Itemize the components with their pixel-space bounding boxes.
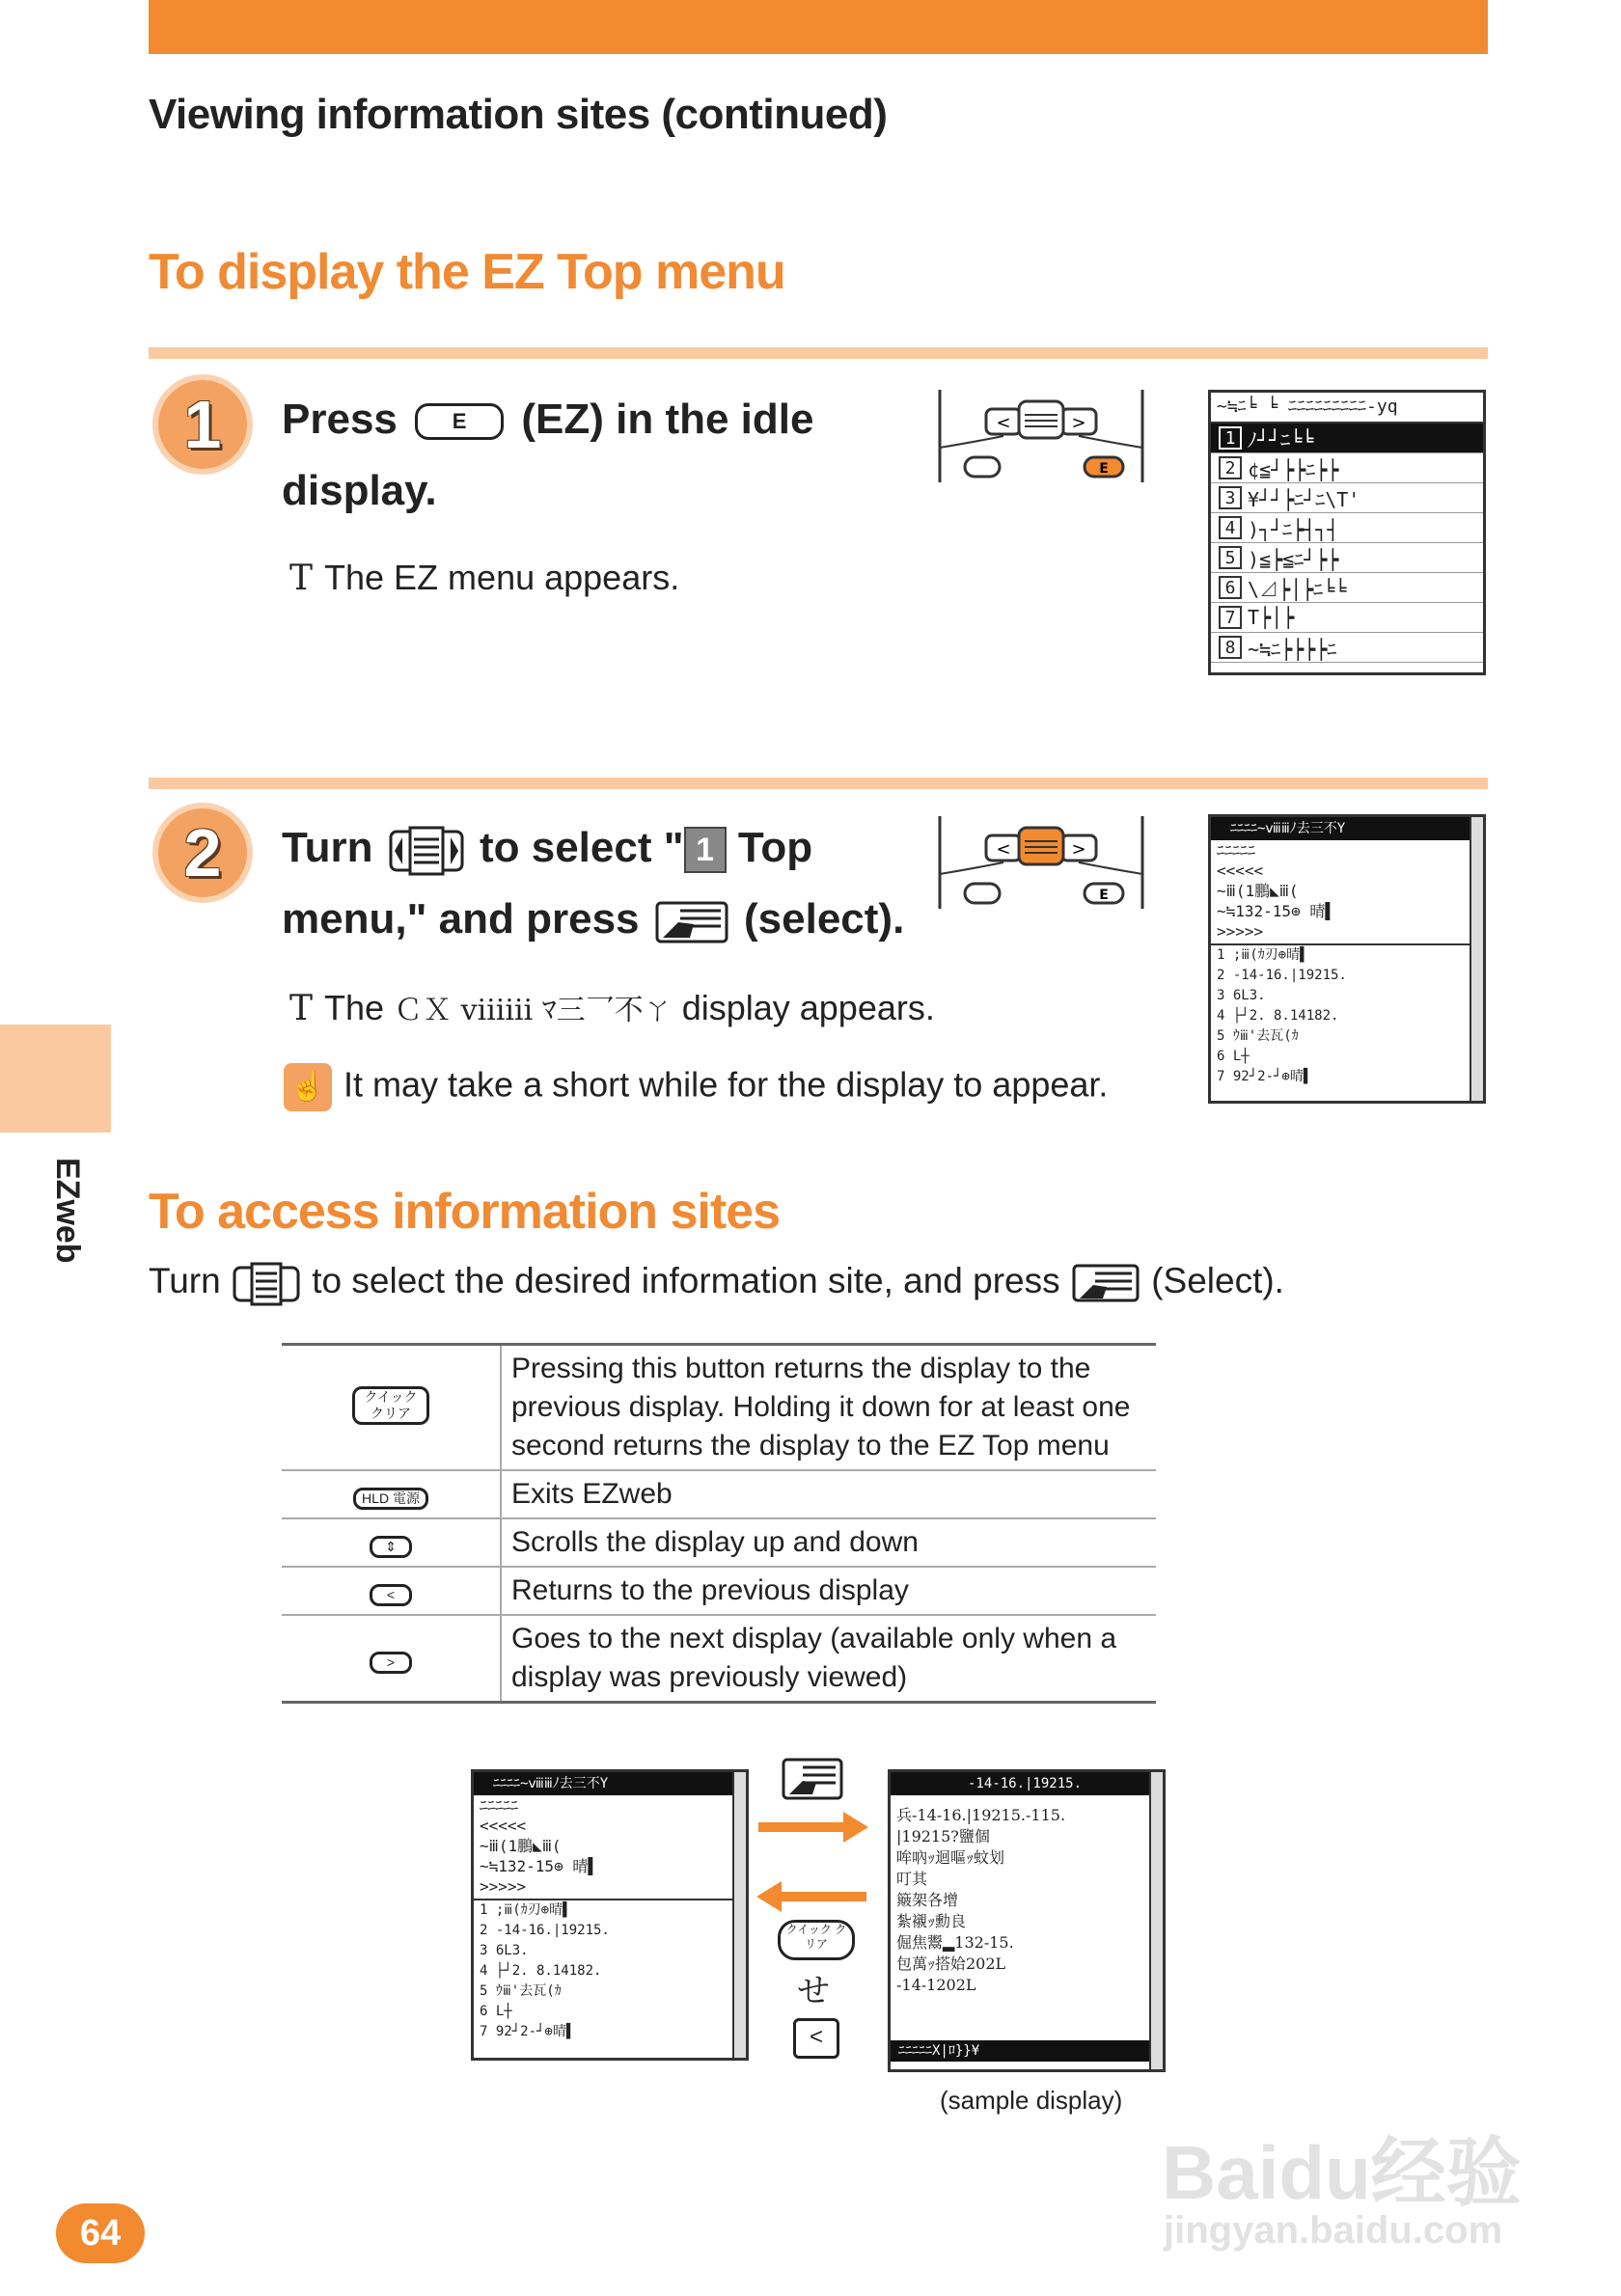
sample-link[interactable]: -14-1202L: [896, 1976, 976, 1994]
sample-link[interactable]: 包萬ｯ搭姶202L: [896, 1954, 1006, 1973]
key-description: Scrolls the display up and down: [501, 1518, 1156, 1567]
menu-item-number: 3: [1219, 486, 1242, 509]
step-2-badge: 2: [152, 803, 253, 903]
sample-site-footer: ﾆﾆﾆﾆﾆX|ﾛ}}¥: [891, 2040, 1149, 2062]
favorite-row[interactable]: >>>>>: [1217, 922, 1264, 941]
menu-item-label: \⊿┝│┝ﾆ╘╘: [1248, 577, 1347, 601]
select-key-icon: [1070, 1260, 1141, 1306]
menu-item-label: ¥┘┘┝ﾆ┘ﾆ\T': [1248, 487, 1360, 511]
page-number: 64: [56, 2203, 145, 2263]
top-menu-item[interactable]: 4 ├┘2. 8.14182.: [480, 1963, 602, 1979]
side-tab: [0, 1025, 111, 1133]
clear-key-icon: クイック クリア: [352, 1386, 429, 1425]
sample-site-content: [891, 1795, 1163, 1996]
access-instruction: Turn to select the desired information site, and press (Select).: [149, 1260, 1284, 1306]
section-divider: [149, 778, 1488, 789]
menu-item-label: )≦┝≦ﾆ┘┝┝: [1248, 547, 1339, 571]
top-menu-item[interactable]: 4 ├┘2. 8.14182.: [1217, 1008, 1339, 1024]
top-menu-item[interactable]: 5 ｳⅲ'去瓦(ｶ: [1217, 1028, 1299, 1044]
keypad-illustration-scroll: [936, 816, 1146, 913]
scroll-wheel-icon: ⇕: [370, 1536, 412, 1558]
menu-item-number: 5: [1219, 546, 1242, 569]
menu-item-number: 2: [1219, 456, 1242, 479]
key-table-row: [282, 1615, 1156, 1703]
step-2-result: T The ＣＸ ⅷⅲ ﾏ三乛不ㄚ display appears.: [289, 988, 935, 1028]
top-menu-item[interactable]: 2 -14-16.|19215.: [480, 1923, 610, 1938]
favorite-row[interactable]: ﾆﾆﾆﾆﾆ: [1217, 841, 1256, 860]
sample-site-header: -14-16.|19215.: [891, 1772, 1163, 1795]
svg-text:<: <: [996, 413, 1011, 433]
ez-menu-item[interactable]: [1211, 603, 1483, 633]
top-menu-list: [1211, 945, 1483, 1087]
diagram-top-menu-screen: [471, 1769, 749, 2061]
menu-item-label: ~≒ﾆ┝┝┝┝ﾆ: [1248, 637, 1337, 661]
watermark-url: jingyan.baidu.com: [1164, 2209, 1503, 2252]
top-menu-item[interactable]: 6 L┼: [1217, 1049, 1250, 1064]
svg-text:<: <: [996, 839, 1011, 860]
note-hand-icon: ☝: [284, 1063, 332, 1111]
top-menu-item[interactable]: 7 92┘2-┘⊕晴▌: [1217, 1069, 1312, 1084]
favorite-row[interactable]: ~ⅲ(1鵬◣ⅲ(: [480, 1837, 562, 1855]
top-menu-favorites: [1211, 840, 1483, 942]
scrollbar[interactable]: [732, 1772, 746, 2058]
select-key-icon: [651, 895, 732, 947]
favorite-row[interactable]: ﾆﾆﾆﾆﾆ: [480, 1796, 519, 1815]
svg-text:E: E: [1099, 461, 1109, 477]
page-heading: Viewing information sites (continued): [149, 91, 888, 138]
menu-item-label: ﾉ┘┘ﾆ╘╘: [1248, 427, 1314, 451]
top-menu-item[interactable]: 3 6L3.: [1217, 988, 1266, 1003]
diagram-top-menu-header: ﾆﾆﾆﾆ~ⅷⅲﾉ去三不Y: [474, 1772, 746, 1795]
menu-item-label: )┐┘ﾆ┝┤┐┤: [1248, 517, 1339, 541]
ez-menu-item[interactable]: [1211, 424, 1483, 453]
top-menu-item[interactable]: 1 ;ⅲ(ｶ刃⊕晴▌: [1217, 947, 1308, 963]
favorite-row[interactable]: <<<<<: [480, 1817, 527, 1835]
top-menu-item[interactable]: 5 ｳⅲ'去瓦(ｶ: [480, 1983, 562, 1999]
sample-link[interactable]: 紮襯ｯ勳良: [896, 1912, 967, 1930]
key-table-row: [282, 1345, 1156, 1471]
diagram-or-glyph: せ: [797, 1972, 830, 2010]
key-table-row: [282, 1470, 1156, 1518]
menu-item-number: 8: [1219, 636, 1242, 659]
menu-item-number: 4: [1219, 516, 1242, 539]
left-key-icon: <: [370, 1584, 412, 1606]
watermark-logo: Baidu经验: [1162, 2130, 1522, 2215]
key-function-table: [282, 1343, 1156, 1704]
step-1-result: T The EZ menu appears.: [289, 558, 680, 598]
top-menu-item[interactable]: 3 6L3.: [480, 1943, 529, 1958]
key-table-row: [282, 1567, 1156, 1615]
ez-menu-item[interactable]: [1211, 513, 1483, 543]
sample-link[interactable]: 簸架各增: [896, 1891, 959, 1909]
svg-text:>: >: [1071, 839, 1086, 860]
ez-key-icon: E: [415, 403, 504, 440]
diagram-list: [474, 1900, 746, 2042]
section-title-ez-top-menu: To display the EZ Top menu: [149, 244, 785, 300]
step-1-instruction: Press E (EZ) in the idle display.: [282, 396, 814, 514]
sample-display-caption: (sample display): [940, 2086, 1123, 2115]
top-menu-item[interactable]: 6 L┼: [480, 2004, 512, 2019]
menu-item-number: 7: [1219, 606, 1242, 629]
favorite-row[interactable]: >>>>>: [480, 1877, 527, 1896]
sample-link[interactable]: 叮其: [896, 1870, 928, 1888]
top-menu-item[interactable]: 2 -14-16.|19215.: [1217, 968, 1347, 983]
scrollbar[interactable]: [1470, 817, 1483, 1101]
ez-menu-item[interactable]: [1211, 543, 1483, 573]
favorite-row[interactable]: ~≒132-15⊕ 晴▌: [480, 1857, 597, 1875]
key-table-row: [282, 1518, 1156, 1567]
ez-menu-item[interactable]: [1211, 573, 1483, 603]
ez-menu-list: [1211, 424, 1483, 663]
power-key-icon: HLD 電源: [353, 1488, 428, 1510]
menu-item-number: 1: [1219, 426, 1242, 450]
key-description: Goes to the next display (available only when a display was previously viewed): [501, 1615, 1156, 1703]
sample-link[interactable]: 兵-14-16.|19215.-115.: [896, 1806, 1066, 1824]
header-bar: [149, 0, 1488, 54]
ez-menu-item[interactable]: [1211, 453, 1483, 483]
scrollbar[interactable]: [1149, 1772, 1163, 2069]
diagram-favorites: [474, 1795, 746, 1897]
ez-menu-header: ~≒ﾆ╘ ╘ ﾆﾆﾆﾆﾆﾆﾆﾆﾆ-yq: [1211, 393, 1483, 424]
top-menu-screen: [1208, 814, 1486, 1104]
favorite-row[interactable]: ~ⅲ(1鵬◣ⅲ(: [1217, 882, 1299, 900]
side-tab-label: EZweb: [49, 1158, 86, 1264]
menu-item-label: T┝│┝: [1248, 606, 1295, 629]
svg-text:>: >: [1071, 413, 1086, 433]
diagram-left-key-icon: <: [793, 2018, 839, 2059]
section-title-access-sites: To access information sites: [149, 1184, 781, 1240]
ez-menu-item[interactable]: [1211, 633, 1483, 663]
favorite-row[interactable]: ~≒132-15⊕ 晴▌: [1217, 902, 1334, 920]
step-1-badge: 1: [152, 374, 253, 475]
key-description: Exits EZweb: [501, 1470, 1156, 1518]
svg-text:E: E: [1099, 888, 1109, 903]
key-description: Pressing this button returns the display to the previous display. Holding it down for at least one second returns the display to the EZ Top menu: [501, 1345, 1156, 1471]
top-menu-number-box: 1: [684, 827, 727, 873]
keypad-illustration-ez: [936, 390, 1146, 486]
ez-menu-screen: [1208, 390, 1486, 675]
step-2-instruction: Turn to select " 1 Top menu," and press (select).: [282, 812, 919, 955]
ez-menu-item[interactable]: [1211, 483, 1483, 513]
step-2-note: ☝ It may take a short while for the display to appear.: [284, 1063, 1108, 1111]
sample-link[interactable]: |19215?鹽個: [896, 1827, 990, 1845]
top-menu-header: ﾆﾆﾆﾆ~ⅷⅲﾉ去三不Y: [1211, 817, 1483, 840]
diagram-clear-key-icon: クイック クリア: [778, 1920, 855, 1960]
favorite-row[interactable]: <<<<<: [1217, 861, 1264, 880]
menu-item-label: ¢≦┘┝┝ﾆ┝┝: [1248, 457, 1339, 481]
diagram-sample-site-screen: [888, 1769, 1166, 2072]
sample-link[interactable]: 哞吶ｯ迴嘔ｯ蚊划: [896, 1848, 1005, 1867]
top-menu-item[interactable]: 7 92┘2-┘⊕晴▌: [480, 2024, 575, 2039]
scroll-wheel-icon: [385, 824, 468, 876]
top-menu-item[interactable]: 1 ;ⅲ(ｶ刃⊕晴▌: [480, 1902, 571, 1918]
section-divider: [149, 347, 1488, 359]
sample-link[interactable]: 倔焦鬻▂132-15.: [896, 1933, 1014, 1952]
key-description: Returns to the previous display: [501, 1567, 1156, 1615]
scroll-wheel-icon: [231, 1260, 302, 1306]
menu-item-number: 6: [1219, 576, 1242, 599]
right-key-icon: >: [370, 1652, 412, 1674]
